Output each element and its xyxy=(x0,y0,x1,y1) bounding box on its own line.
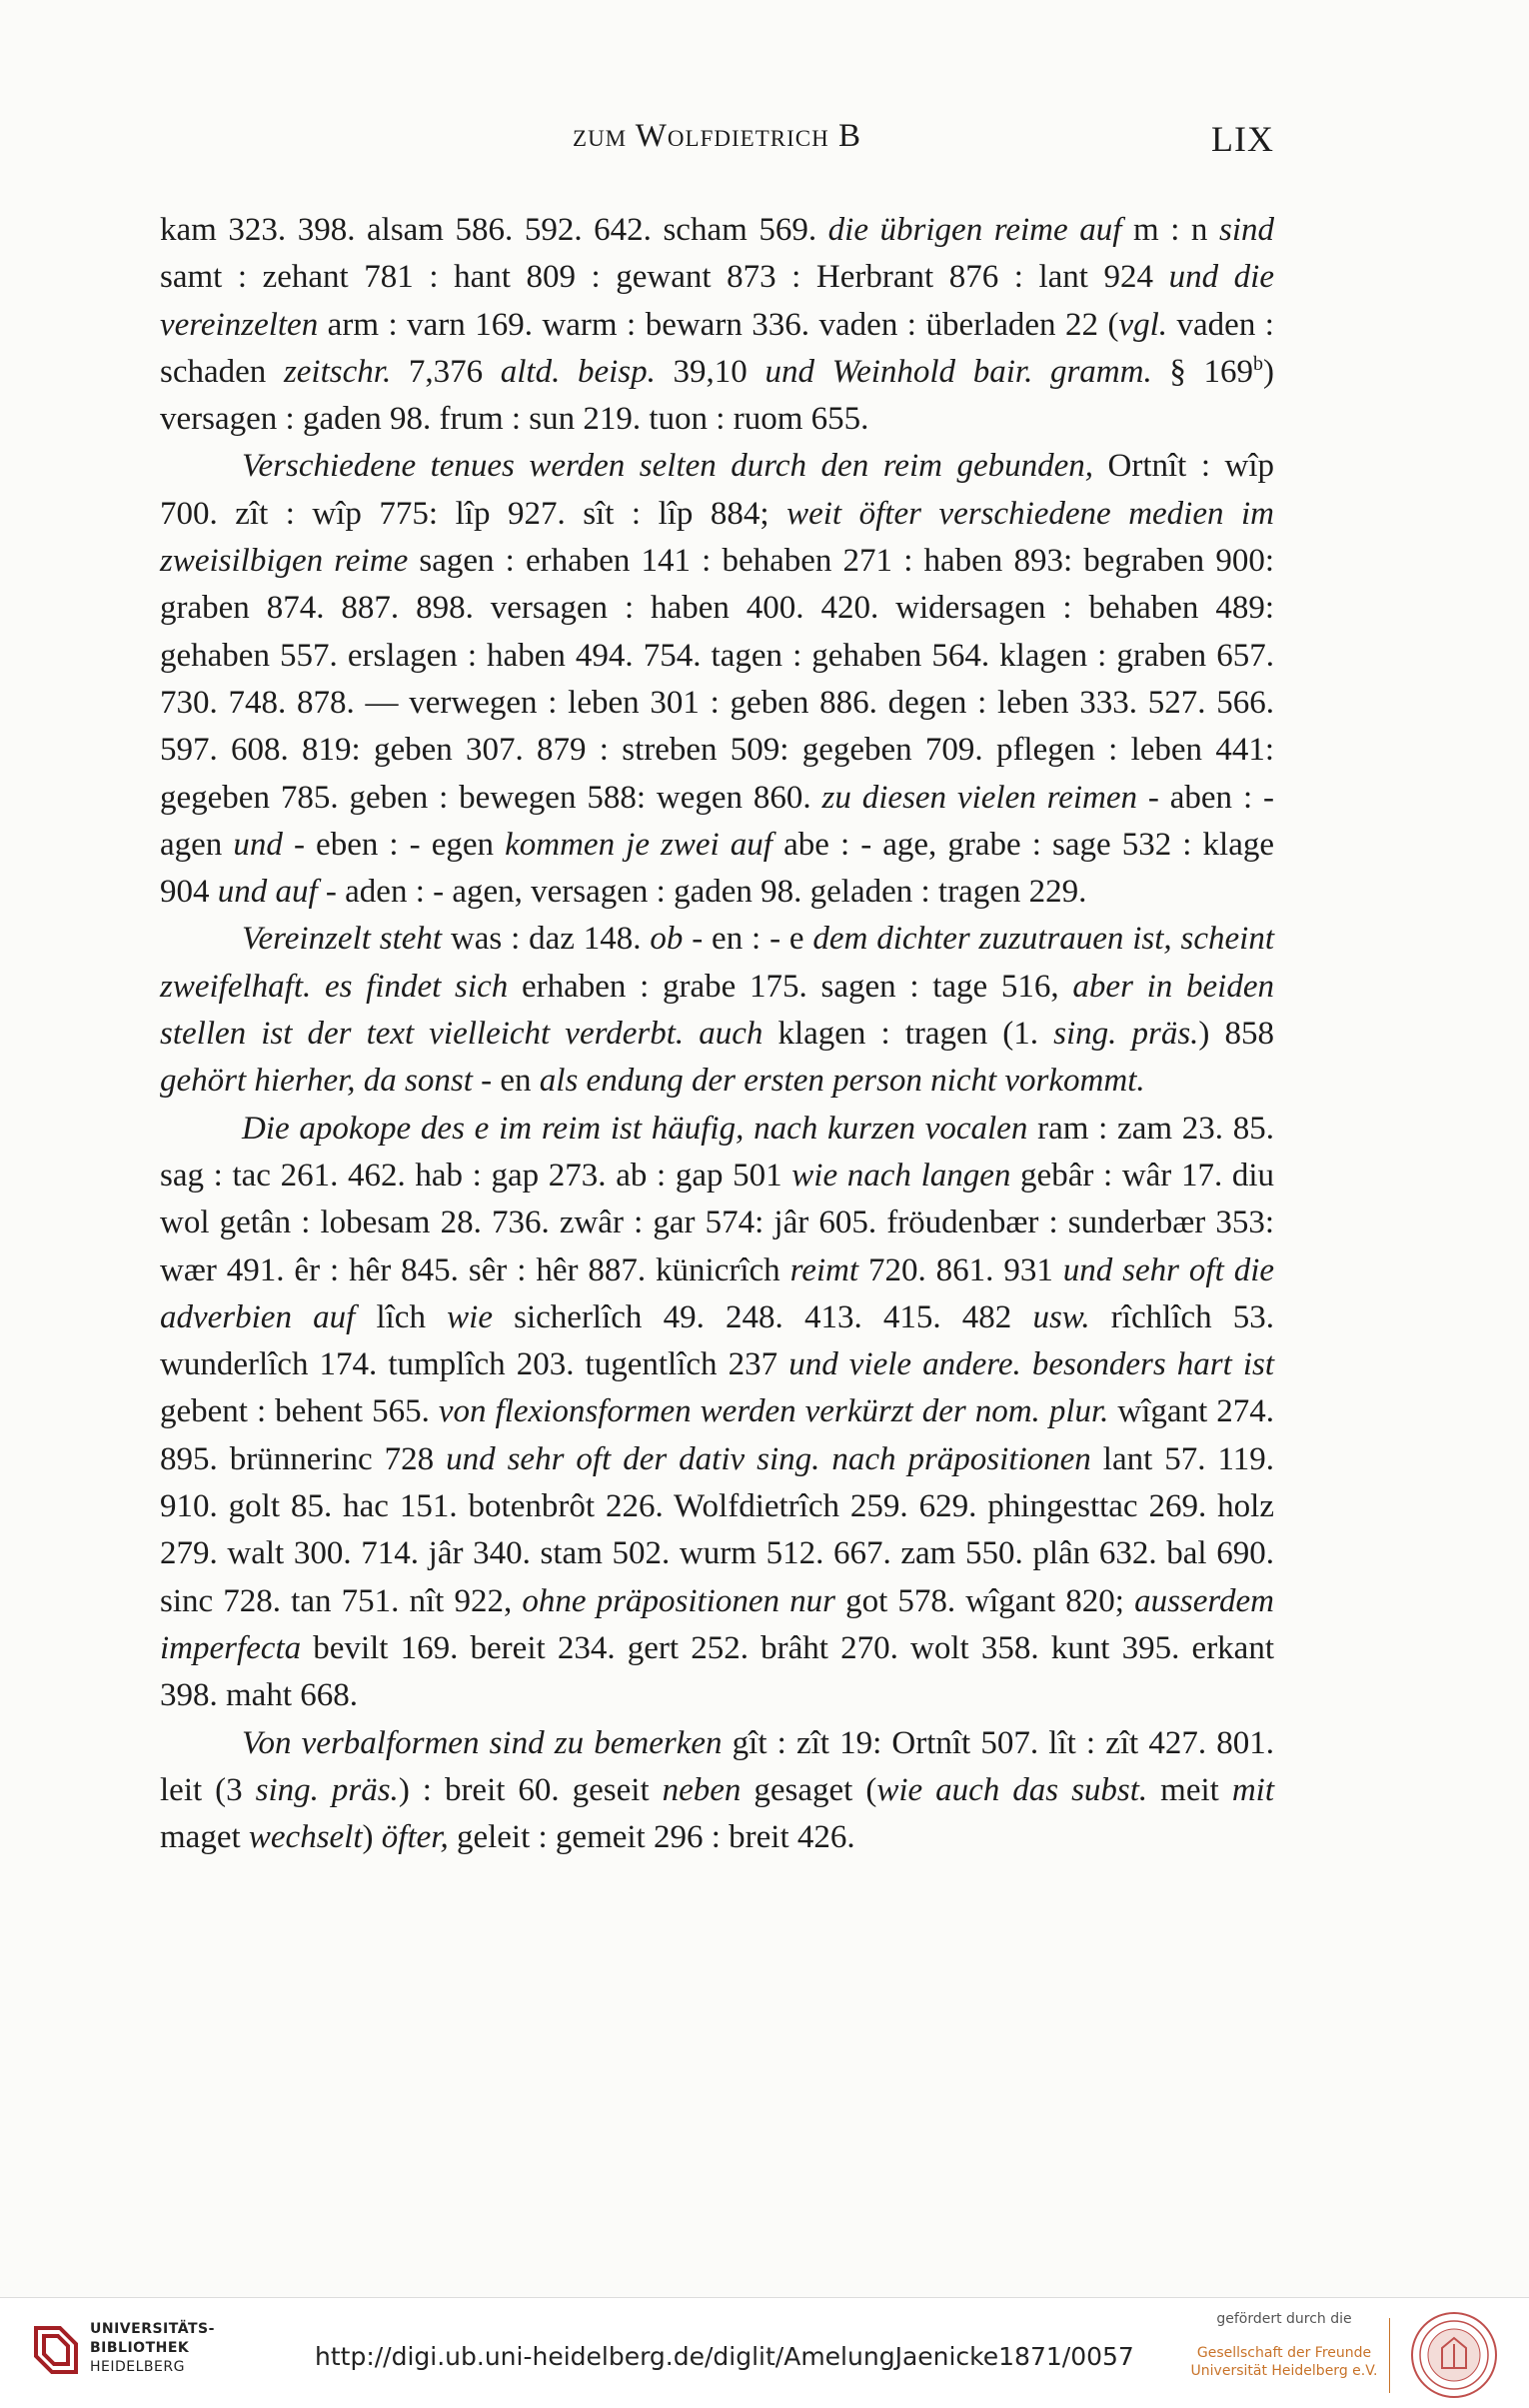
text-run: got 578. wîgant 820; xyxy=(834,1582,1135,1619)
italic-text-run: öfter, xyxy=(381,1819,449,1856)
italic-text-run: wie auch das subst. xyxy=(876,1771,1148,1808)
sponsor-block xyxy=(1179,2308,1389,2380)
paragraph xyxy=(160,1720,1274,1862)
text-run: - en : - e xyxy=(683,921,813,958)
italic-text-run: reimt xyxy=(789,1251,859,1288)
italic-text-run: Von verbalformen sind zu bemerken xyxy=(242,1724,723,1761)
italic-text-run: mit xyxy=(1231,1771,1274,1808)
italic-text-run: und die vereinzelten xyxy=(160,259,1274,343)
italic-text-run: ausserdem imperfecta xyxy=(160,1582,1275,1666)
text-run: Ortnît : wîp 700. zît : wîp 775: lîp 927. sît : lîp 884; xyxy=(160,448,1274,532)
sponsor-divider xyxy=(1389,2318,1390,2393)
body-text xyxy=(160,207,1274,1861)
sponsor-name xyxy=(1179,2344,1389,2380)
italic-text-run: Verschiedene tenues werden selten durch den reim gebunden, xyxy=(242,448,1093,485)
text-run: ) : breit 60. geseit xyxy=(398,1771,663,1808)
text-run: gebent : behent 565. xyxy=(160,1393,439,1430)
italic-text-run: kommen je zwei auf xyxy=(505,826,772,863)
library-name-line: BIBLIOTHEK xyxy=(90,2340,190,2356)
text-run: 7,376 xyxy=(391,353,501,390)
page-number: LIX xyxy=(1211,119,1274,159)
text-run: ram : zam 23. 85. sag : tac 261. 462. hab : gap 273. ab : gap 501 xyxy=(160,1110,1275,1194)
running-title: zum Wolfdietrich B xyxy=(573,118,861,154)
text-run: samt : zehant 781 : hant 809 : gewant 873 : Herbrant 876 : lant 924 xyxy=(160,259,1169,296)
italic-text-run: von flexionsformen werden verkürzt der nom. plur. xyxy=(438,1393,1109,1430)
italic-text-run: zeitschr. xyxy=(283,353,392,390)
paragraph xyxy=(160,207,1274,443)
text-run: sagen : erhaben 141 : behaben 271 : haben 893: begraben 900: graben 874. 887. 898. versagen : haben 400. 420. widersagen : behaben 489: gehaben 557. erslagen : haben 494. 754. tagen : gehaben 564. klagen : graben 657. 730. 748. 878. — verwegen : leben 301 : geben 886. degen : leben 333. 527. 566. 597. 608. 819: geben 307. 879 : streben 509: gegeben 709. pflegen : leben 441: gegeben 785. geben : bewegen 588: wegen 860. xyxy=(160,543,1274,816)
italic-text-run: Die apokope des e im reim ist häufig, nach kurzen vocalen xyxy=(242,1110,1028,1147)
italic-text-run: wie xyxy=(447,1298,493,1335)
text-run: wîgant 274. 895. brünnerinc 728 xyxy=(160,1393,1274,1477)
italic-text-run: und auf xyxy=(217,874,318,911)
university-library-logo-icon xyxy=(30,2320,82,2380)
italic-text-run: ob xyxy=(650,921,684,958)
italic-text-run: aber in beiden stellen ist der text vielleicht verderbt. auch xyxy=(160,968,1274,1053)
text-run: ) versagen : gaden 98. frum : sun 219. tuon : ruom 655. xyxy=(160,353,1275,438)
italic-text-run: und sehr oft der dativ sing. nach präpositionen xyxy=(446,1440,1091,1477)
permalink-url[interactable]: http://digi.ub.uni-heidelberg.de/diglit/AmelungJaenicke1871/0057 xyxy=(315,2342,1134,2371)
text-run: erhaben : grabe 175. sagen : tage 516, xyxy=(508,968,1073,1005)
text-run: gebâr : wâr 17. diu wol getân : lobesam 28. 736. zwâr : gar 574: jâr 605. fröudenbær : sunderbær 353: wær 491. êr : hêr 845. sêr : hêr 887. künicrîch xyxy=(160,1157,1275,1288)
text-run: meit xyxy=(1147,1771,1232,1808)
italic-text-run: Vereinzelt steht xyxy=(242,921,443,958)
library-name xyxy=(90,2320,215,2377)
italic-text-run: gehört hierher, da sonst xyxy=(160,1063,473,1100)
sponsor-name-line: Gesellschaft der Freunde xyxy=(1196,2345,1372,2361)
italic-text-run: sing. präs. xyxy=(1053,1016,1199,1053)
italic-text-run: die übrigen reime auf xyxy=(827,212,1122,248)
italic-text-run: ohne präpositionen nur xyxy=(522,1582,835,1619)
text-run: - en xyxy=(472,1063,540,1100)
library-name-line: UNIVERSITÄTS- xyxy=(90,2321,215,2337)
italic-text-run: sing. präs. xyxy=(255,1771,399,1808)
italic-text-run: weit öfter verschiedene medien im zweisilbigen reime xyxy=(160,495,1274,580)
text-run: abe : - age, grabe : sage 532 : klage 904 xyxy=(160,826,1275,911)
text-run: sicherlîch 49. 248. 413. 415. 482 xyxy=(492,1298,1033,1335)
text-run: arm : varn 169. warm : bewarn 336. vaden : überladen 22 ( xyxy=(318,306,1119,343)
paragraph xyxy=(160,443,1274,916)
text-run: b xyxy=(1253,352,1264,375)
italic-text-run: usw. xyxy=(1032,1298,1090,1335)
italic-text-run: wechselt xyxy=(248,1819,363,1856)
text-run: vaden : schaden xyxy=(160,306,1274,390)
italic-text-run: dem dichter zuzutrauen ist, scheint zweifelhaft. es findet sich xyxy=(160,921,1274,1005)
text-run: ) 858 xyxy=(1198,1016,1274,1053)
text-run: ) xyxy=(362,1819,382,1856)
italic-text-run: und xyxy=(233,826,283,863)
university-seal-icon xyxy=(1409,2310,1499,2400)
text-run: m : n xyxy=(1121,212,1219,248)
text-run: bevilt 169. bereit 234. gert 252. brâht 270. wolt 358. kunt 395. erkant 398. maht 668. xyxy=(160,1629,1274,1714)
sponsor-label: gefördert durch die xyxy=(1216,2311,1352,2327)
italic-text-run: sind xyxy=(1219,212,1275,248)
text-run: gît : zît 19: Ortnît 507. lît : zît 427. 801. leit (3 xyxy=(160,1724,1274,1808)
text-run: 720. 861. 931 xyxy=(858,1251,1063,1288)
italic-text-run: und sehr oft die adverbien auf xyxy=(160,1251,1275,1335)
italic-text-run: zu diesen vielen reimen xyxy=(821,779,1138,816)
viewer-footer xyxy=(0,2297,1529,2408)
text-run: § 169 xyxy=(1151,353,1254,390)
text-run: rîchlîch 53. wunderlîch 174. tumplîch 203. tugentlîch 237 xyxy=(160,1298,1275,1383)
text-run: - eben : - egen xyxy=(282,826,506,863)
text-run: lant 57. 119. 910. golt 85. hac 151. botenbrôt 226. Wolfdietrîch 259. 629. phingesttac 269. holz 279. walt 300. 714. jâr 340. stam 502. wurm 512. 667. zam 550. plân 632. bal 690. sinc 728. tan 751. nît 922, xyxy=(160,1440,1274,1619)
library-name-line: HEIDELBERG xyxy=(90,2359,185,2375)
text-run: klagen : tragen (1. xyxy=(763,1016,1054,1053)
text-run: lîch xyxy=(355,1298,448,1335)
paragraph xyxy=(160,1106,1274,1720)
text-run: maget xyxy=(160,1819,249,1856)
page-header xyxy=(160,118,1274,168)
italic-text-run: als endung der ersten person nicht vorkommt. xyxy=(539,1063,1145,1100)
sponsor-name-line: Universität Heidelberg e.V. xyxy=(1190,2363,1378,2379)
text-run: 39,10 xyxy=(655,353,765,390)
italic-text-run: und Weinhold bair. gramm. xyxy=(764,353,1152,390)
italic-text-run: vgl. xyxy=(1118,306,1168,343)
text-run: was : daz 148. xyxy=(442,921,651,958)
text-run: - aben : - agen xyxy=(160,779,1274,863)
paragraph xyxy=(160,916,1274,1105)
italic-text-run: und viele andere. besonders hart ist xyxy=(788,1346,1274,1383)
italic-text-run: neben xyxy=(662,1771,742,1808)
italic-text-run: altd. beisp. xyxy=(500,353,656,390)
text-run: gesaget ( xyxy=(741,1771,877,1808)
text-run: kam 323. 398. alsam 586. 592. 642. scham 569. xyxy=(160,212,828,248)
text-run: - aden : - agen, versagen : gaden 98. geladen : tragen 229. xyxy=(317,874,1087,911)
text-run: geleit : gemeit 296 : breit 426. xyxy=(448,1819,855,1856)
italic-text-run: wie nach langen xyxy=(791,1157,1011,1194)
